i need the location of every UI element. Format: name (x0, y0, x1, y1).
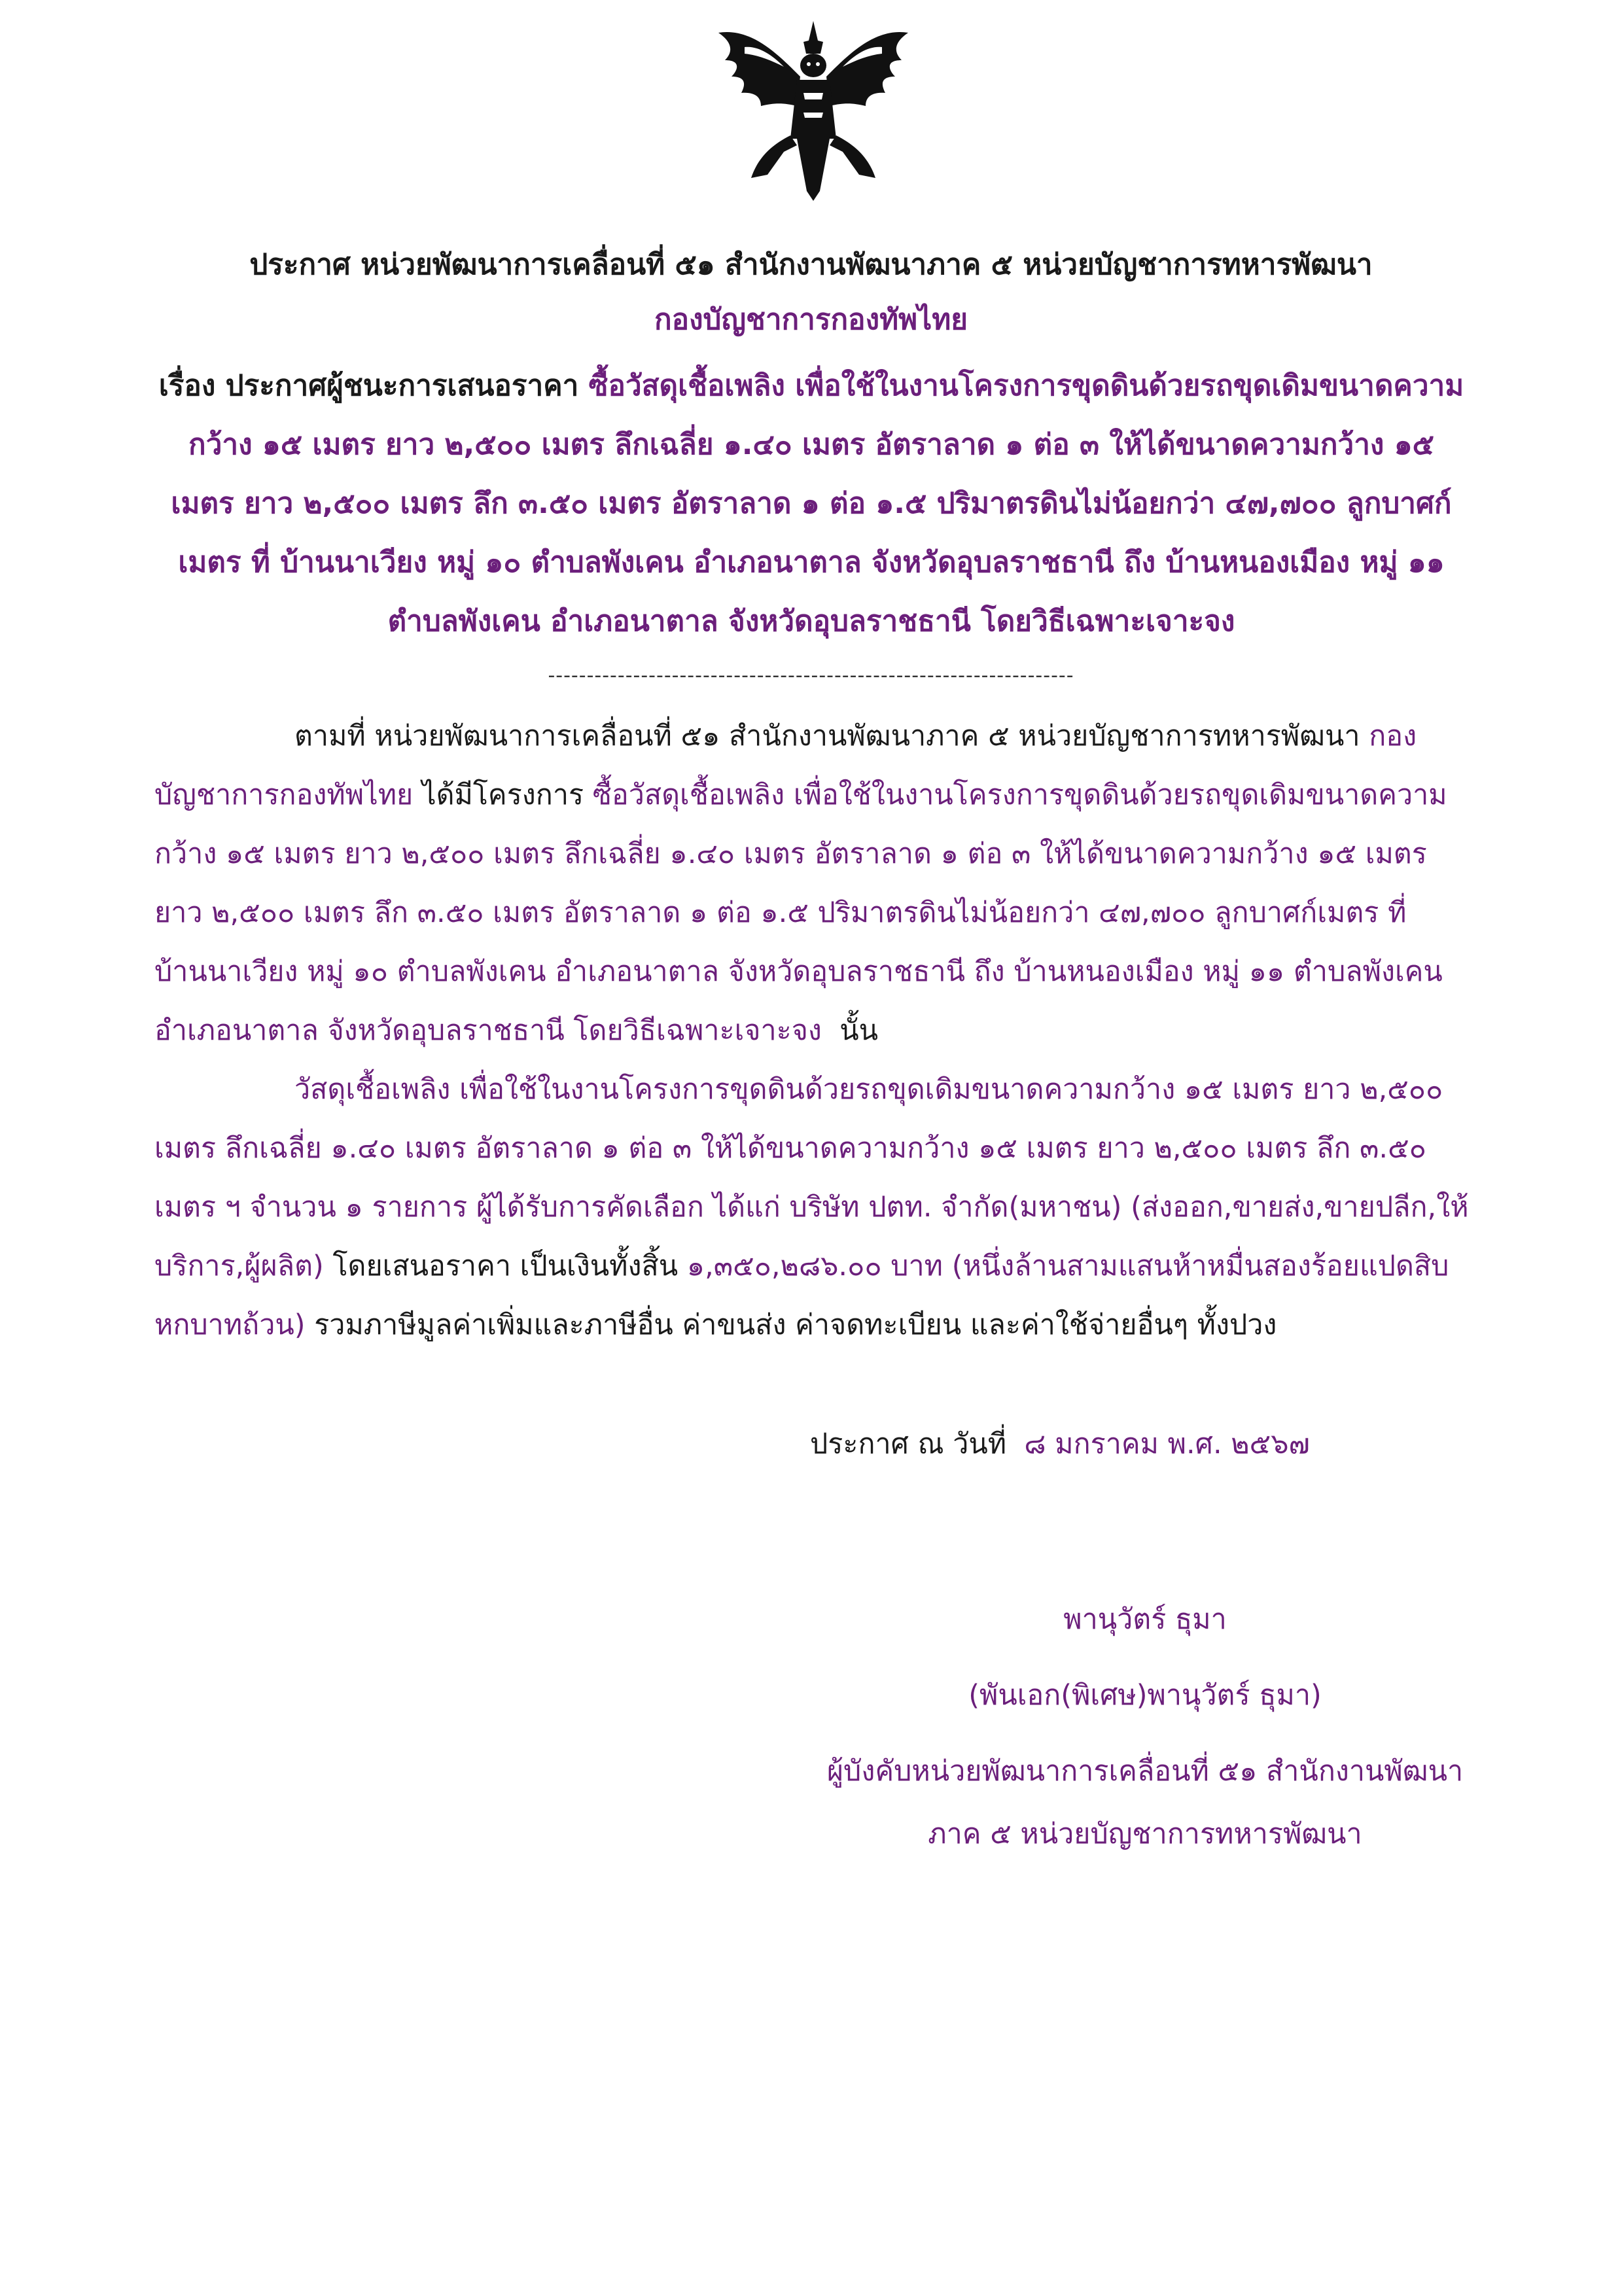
signature-full-name: (พันเอก(พิเศษ)พานุวัตร์ ธุมา) (968, 1679, 1322, 1712)
signature-name: พานุวัตร์ ธุมา (1063, 1603, 1227, 1636)
intro-organization: กองบัญชาการกองทัพไทย (154, 720, 1417, 811)
signature-position-line2: ภาค ๕ หน่วยบัญชาการทหารพัฒนา (928, 1818, 1362, 1850)
intro-project: ซื้อวัสดุเชื้อเพลิง เพื่อใช้ในงานโครงการขุดดินด้วยรถขุดเดิมขนาดความกว้าง ๑๕ เมตร ยาว ๒,๕๐๐ เมตร ลึกเฉลี่ย ๑.๔๐ เมตร อัตราลาด ๑ ต่อ ๓ ให้ได้ขนาดความกว้าง ๑๕ เมตร ยาว ๒,๕๐๐ เมตร ลึก ๓.๕๐ เมตร อัตราลาด ๑ ต่อ ๑.๕ ปริมาตรดินไม่น้อยกว่า ๔๗,๗๐๐ ลูกบาศก์เมตร ที่ บ้านนาเวียง หมู่ ๑๐ ตำบลพังเคน อำเภอนาตาล จังหวัดอุบลราชธานี ถึง บ้านหนองเมือง หมู่ ๑๑ ตำบลพังเคน อำเภอนาตาล จังหวัดอุบลราชธานี โดยวิธีเฉพาะเจาะจง (154, 779, 1447, 1047)
paragraph-winner (154, 1060, 1470, 1354)
subject-prefix: เรื่อง ประกาศผู้ชนะการเสนอราคา (158, 369, 579, 402)
intro-mid: ได้มีโครงการ (421, 779, 584, 811)
divider-line: -------------------------------------------------------------------- (548, 664, 1074, 687)
winner-price: ๑,๓๕๐,๒๘๖.๐๐ บาท (หนึ่งล้านสามแสนห้าหมื่นสองร้อยแปดสิบหกบาทถ้วน) (154, 1250, 1449, 1341)
date-value: ๘ มกราคม พ.ศ. ๒๕๖๗ (1024, 1428, 1310, 1460)
paragraph-intro (154, 707, 1470, 1060)
intro-lead: ตามที่ หน่วยพัฒนาการเคลื่อนที่ ๕๑ สำนักงานพัฒนาภาค ๕ หน่วยบัญชาการทหารพัฒนา (294, 720, 1360, 752)
signature-position-line1: ผู้บังคับหน่วยพัฒนาการเคลื่อนที่ ๕๑ สำนักงานพัฒนา (826, 1755, 1464, 1788)
announcement-date (810, 1421, 1310, 1466)
winner-price-lead: โดยเสนอราคา เป็นเงินทั้งสิ้น (332, 1250, 679, 1282)
winner-count: จำนวน ๑ รายการ ผู้ได้รับการคัดเลือก ได้แก่ (249, 1191, 781, 1224)
header-organization: กองบัญชาการกองทัพไทย (654, 303, 968, 336)
date-label: ประกาศ ณ วันที่ (810, 1428, 1007, 1460)
winner-vendor: บริษัท ปตท. จำกัด(มหาชน) (ส่งออก,ขายส่ง,ขายปลีก,ให้บริการ,ผู้ผลิต) (154, 1191, 1469, 1282)
header-title: ประกาศ หน่วยพัฒนาการเคลื่อนที่ ๕๑ สำนักงานพัฒนาภาค ๕ หน่วยบัญชาการทหารพัฒนา (249, 248, 1373, 281)
winner-item: วัสดุเชื้อเพลิง เพื่อใช้ในงานโครงการขุดดินด้วยรถขุดเดิมขนาดความกว้าง ๑๕ เมตร ยาว ๒,๕๐๐ เมตร ลึกเฉลี่ย ๑.๔๐ เมตร อัตราลาด ๑ ต่อ ๓ ให้ได้ขนาดความกว้าง ๑๕ เมตร ยาว ๒,๕๐๐ เมตร ลึก ๓.๕๐ เมตร ฯ (154, 1073, 1443, 1224)
subject-block (157, 357, 1466, 651)
subject-text: ซื้อวัสดุเชื้อเพลิง เพื่อใช้ในงานโครงการขุดดินด้วยรถขุดเดิมขนาดความกว้าง ๑๕ เมตร ยาว ๒,๕๐๐ เมตร ลึกเฉลี่ย ๑.๔๐ เมตร อัตราลาด ๑ ต่อ ๓ ให้ได้ขนาดความกว้าง ๑๕ เมตร ยาว ๒,๕๐๐ เมตร ลึก ๓.๕๐ เมตร อัตราลาด ๑ ต่อ ๑.๕ ปริมาตรดินไม่น้อยกว่า ๔๗,๗๐๐ ลูกบาศก์เมตร ที่ บ้านนาเวียง หมู่ ๑๐ ตำบลพังเคน อำเภอนาตาล จังหวัดอุบลราชธานี ถึง บ้านหนองเมือง หมู่ ๑๑ ตำบลพังเคน อำเภอนาตาล จังหวัดอุบลราชธานี โดยวิธีเฉพาะเจาะจง (171, 369, 1464, 638)
intro-end: นั้น (839, 1014, 879, 1047)
winner-tail: รวมภาษีมูลค่าเพิ่มและภาษีอื่น ค่าขนส่ง ค่าจดทะเบียน และค่าใช้จ่ายอื่นๆ ทั้งปวง (314, 1309, 1277, 1341)
garuda-emblem-icon (705, 14, 921, 204)
